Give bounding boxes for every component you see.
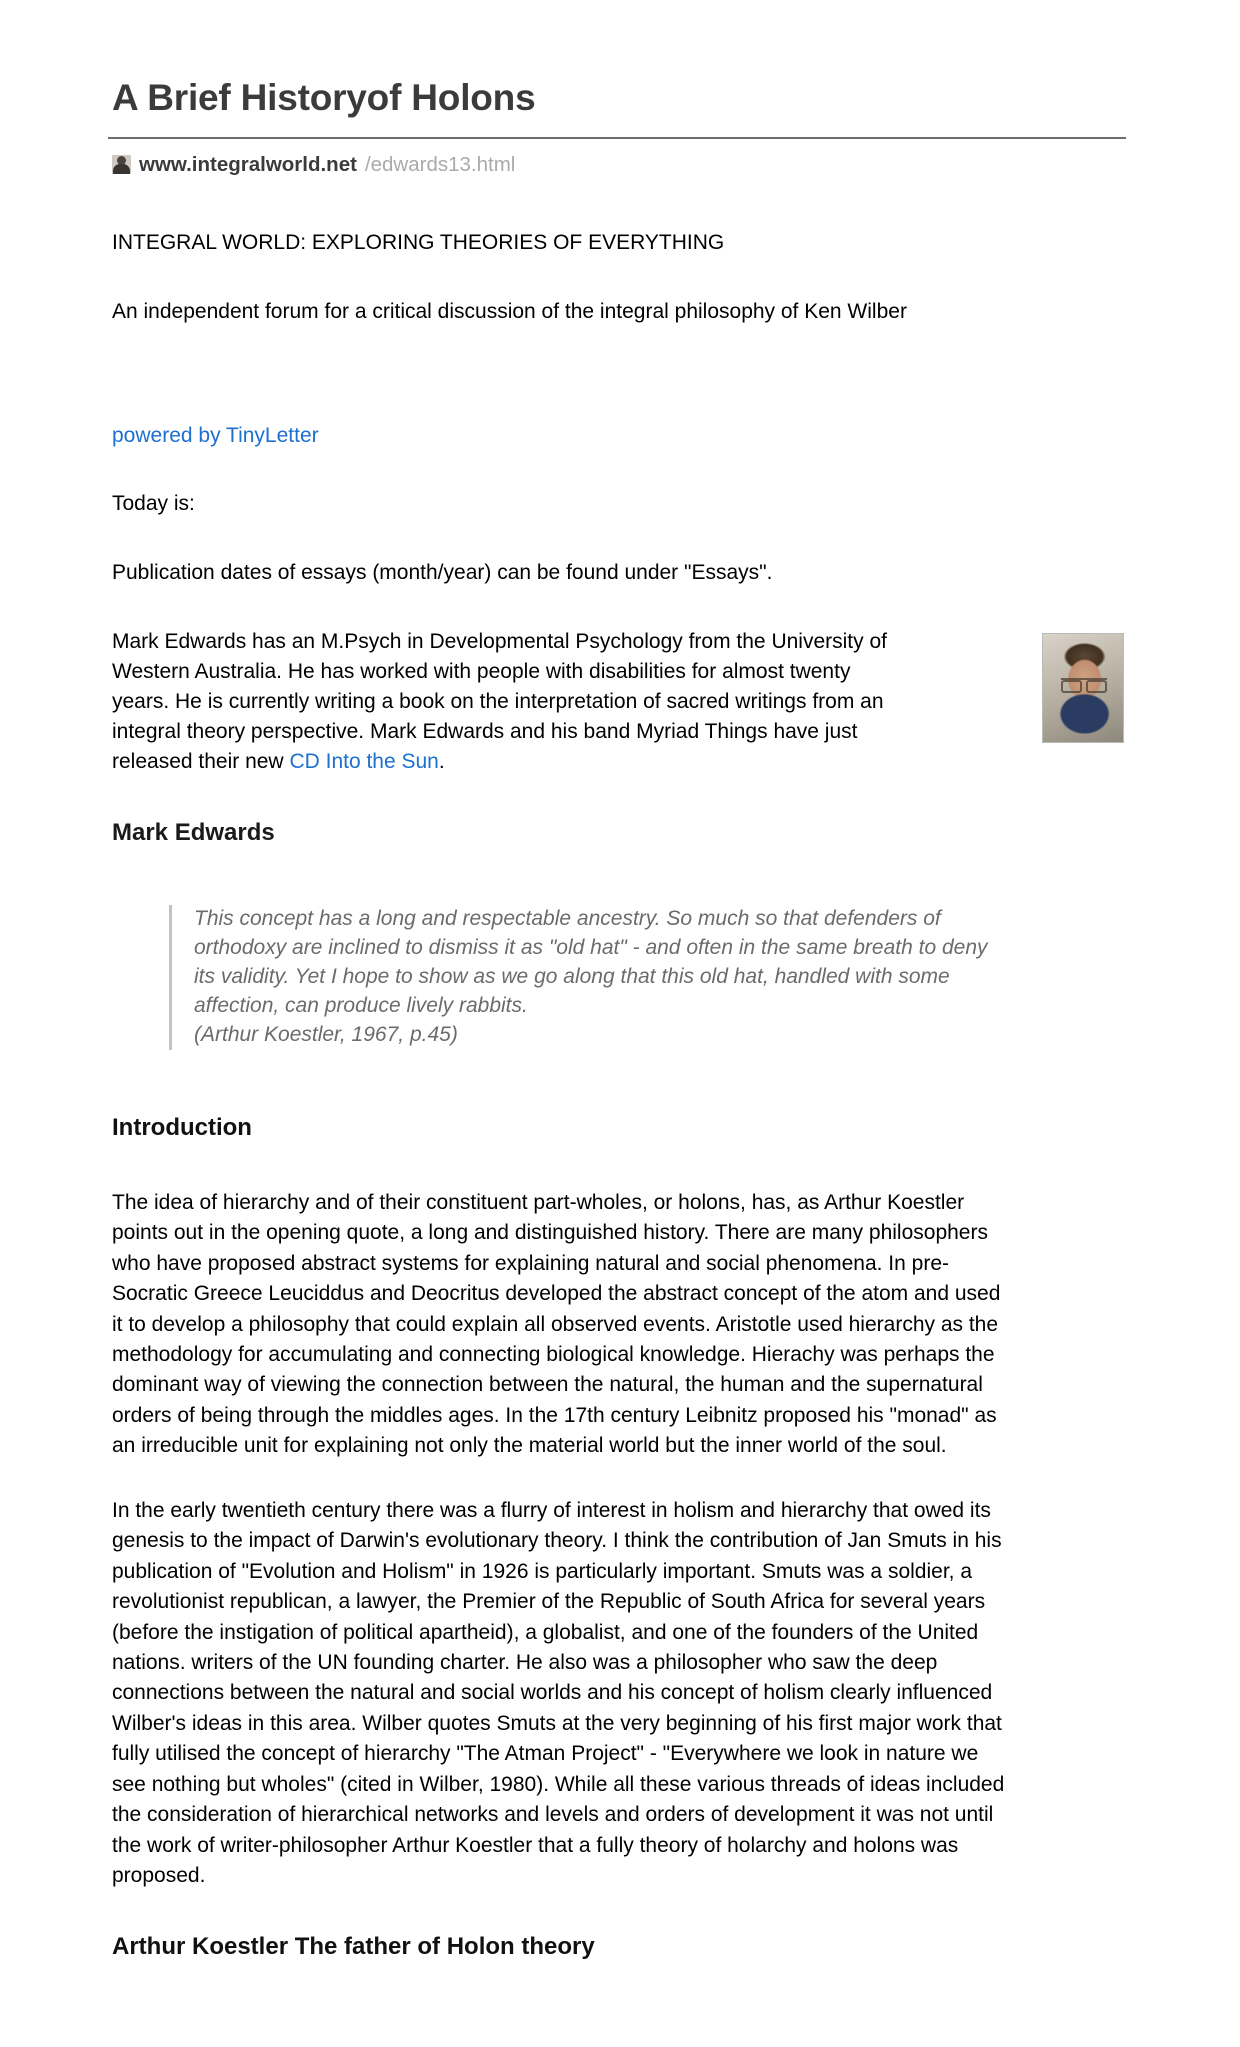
opening-quote [169,905,994,1050]
source-url-line [112,152,1128,176]
bio-part-2: . [438,749,445,773]
heading-arthur-koestler: Arthur Koestler The father of Holon theory [112,1933,595,1961]
title-divider [108,137,1126,139]
today-label: Today is: [112,492,195,516]
cd-into-the-sun-link[interactable]: CD Into the Sun [289,749,439,773]
author-byline: Mark Edwards [112,818,275,846]
tinyletter-link[interactable]: powered by TinyLetter [112,423,319,447]
quote-attribution: (Arthur Koestler, 1967, p.45) [194,1022,458,1046]
site-tagline: INTEGRAL WORLD: EXPLORING THEORIES OF EVERYTHING [112,231,725,255]
tinyletter-row [112,422,1128,490]
bio-part-1: Mark Edwards has an M.Psych in Developmental Psychology from the University of Western Australia. He has worked with people with disabilities for almost twenty years. He is currently writing a book on the interpretation of sacred writings from an integral theory perspective. Mark Edwards and his band Myriad Things have just released their new [112,629,887,773]
url-path: /edwards13.html [364,152,516,176]
site-favicon-icon [112,155,131,174]
paragraph-introduction-1: The idea of hierarchy and of their constituent part-wholes, or holons, has, as Arthur Koestler points out in the opening quote, a long and distinguished history. There are many philosophers who have proposed abstract systems for explaining natural and social phenomena. In pre-Socratic Greece Leuciddus and Deocritus developed the abstract concept of the atom and used it to develop a philosophy that could explain all observed events. Aristotle used hierarchy as the methodology for accumulating and connecting biological knowledge. Hierachy was perhaps the dominant way of viewing the connection between the natural, the human and the supernatural orders of being through the middles ages. In the 17th century Leibnitz proposed his "monad" as an irreducible unit for explaining not only the material world but the inner world of the soul. [112,1190,1001,1458]
paragraph-introduction-2: In the early twentieth century there was a flurry of interest in holism and hierarchy that owed its genesis to the impact of Darwin's evolutionary theory. I think the contribution of Jan Smuts in his publication of "Evolution and Holism" in 1926 is particularly important. Smuts was a soldier, a revolutionist republican, a lawyer, the Premier of the Republic of South Africa for several years (before the instigation of political apartheid), a globalist, and one of the founders of the United nations. writers of the UN founding charter. He also was a philosopher who saw the deep connections between the natural and social worlds and his concept of holism clearly influenced Wilber's ideas in this area. Wilber quotes Smuts at the very beginning of his first major work that fully utilised the concept of hierarchy "The Atman Project" - "Everywhere we look in nature we see nothing but wholes" (cited in Wilber, 1980). While all these various threads of ideas included the consideration of hierarchical networks and levels and orders of development it was not until the work of writer-philosopher Arthur Koestler that a fully theory of holarchy and holons was proposed. [112,1498,1005,1888]
glasses-icon [1061,678,1107,689]
heading-introduction: Introduction [112,1113,252,1141]
publication-note: Publication dates of essays (month/year) can be found under "Essays". [112,560,773,584]
url-domain: www.integralworld.net [139,152,357,176]
author-portrait-image [1042,633,1124,743]
page-title: A Brief Historyof Holons [112,77,536,118]
site-subtitle: An independent forum for a critical discussion of the integral philosophy of Ken Wilber [112,299,907,323]
author-bio-text [112,627,902,777]
author-bio-block [112,627,1128,777]
quote-text: This concept has a long and respectable ancestry. So much so that defenders of orthodoxy are inclined to dismiss it as "old hat" - and often in the same breath to deny its validity. Yet I hope to show as we go along that this old hat, handled with some affection, can produce lively rabbits. [194,906,988,1017]
